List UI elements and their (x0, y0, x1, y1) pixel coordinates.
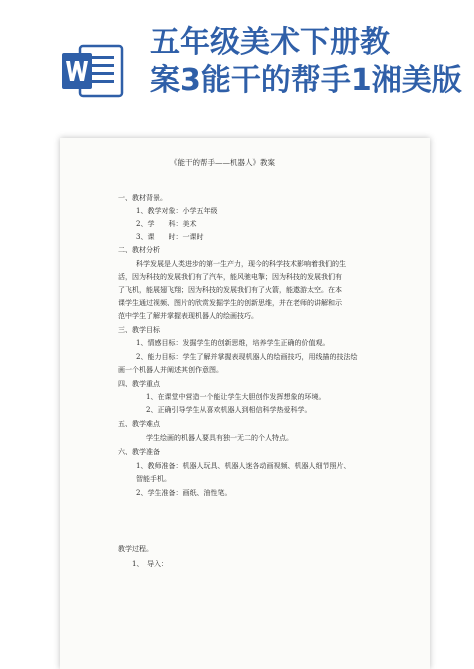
list-item: 1、教师准备：机器人玩具、机器人迷各动画视频、机器人细节照片、 (136, 462, 351, 470)
section-heading: 一、教材背景。 (118, 194, 167, 202)
section-heading: 三、教学目标 (118, 326, 160, 334)
list-item: 2、能力目标：学生了解并掌握表现机器人的绘画技巧，用线描的技法绘 (136, 353, 358, 361)
paragraph-line: 了飞机，能展翅飞翔；因为科技的发展我们有了火箭，能遨游太空。在本 (118, 286, 342, 294)
section-heading: 五、教学难点 (118, 420, 160, 428)
section-heading: 六、教学准备 (118, 448, 160, 456)
list-item: 1、在课堂中营造一个能让学生大胆创作发挥想象的环境。 (146, 393, 326, 401)
paragraph-line: 课学生通过视频、图片的欣赏发掘学生的创新思维，并在老师的讲解和示 (118, 299, 342, 307)
paragraph-line: 范中学生了解并掌握表现机器人的绘画技巧。 (118, 312, 258, 320)
document-title: 《能干的帮手——机器人》教案 (170, 158, 275, 167)
section-heading: 教学过程。 (118, 545, 153, 553)
title-line-1: 五年级美术下册教 (150, 25, 390, 60)
paragraph-line: 科学发展是人类进步的第一生产力，现今的科学技术影响着我们的生 (136, 260, 346, 268)
paragraph-line: 画一个机器人并阐述其创作意图。 (118, 366, 223, 374)
list-item: 1、教学对象：小学五年级 (136, 207, 218, 215)
paragraph-line: 学生绘画的机器人要具有独一无二的个人特点。 (146, 434, 293, 442)
list-item: 1、 导入： (132, 560, 168, 568)
page-title (150, 24, 470, 100)
header-banner (0, 0, 474, 150)
list-item: 2、学生准备：画纸、油性笔。 (136, 489, 232, 497)
document-page (60, 138, 430, 669)
paragraph-line: 智能手机。 (136, 475, 171, 483)
section-heading: 四、教学重点 (118, 380, 160, 388)
word-document-icon (62, 44, 124, 98)
title-line-2: 案3能干的帮手1湘美版 (150, 63, 462, 98)
section-heading: 二、教材分析 (118, 246, 160, 254)
list-item: 2、学 科：美术 (136, 220, 197, 228)
list-item: 3、课 时：一课时 (136, 233, 204, 241)
list-item: 1、情感目标：发掘学生的创新思维，培养学生正确的价值观。 (136, 339, 330, 347)
list-item: 2、正确引导学生从喜欢机器人到相信科学热爱科学。 (146, 406, 312, 414)
paragraph-line: 活，因为科技的发展我们有了汽车，能风驰电掣；因为科技的发展我们有 (118, 273, 342, 281)
